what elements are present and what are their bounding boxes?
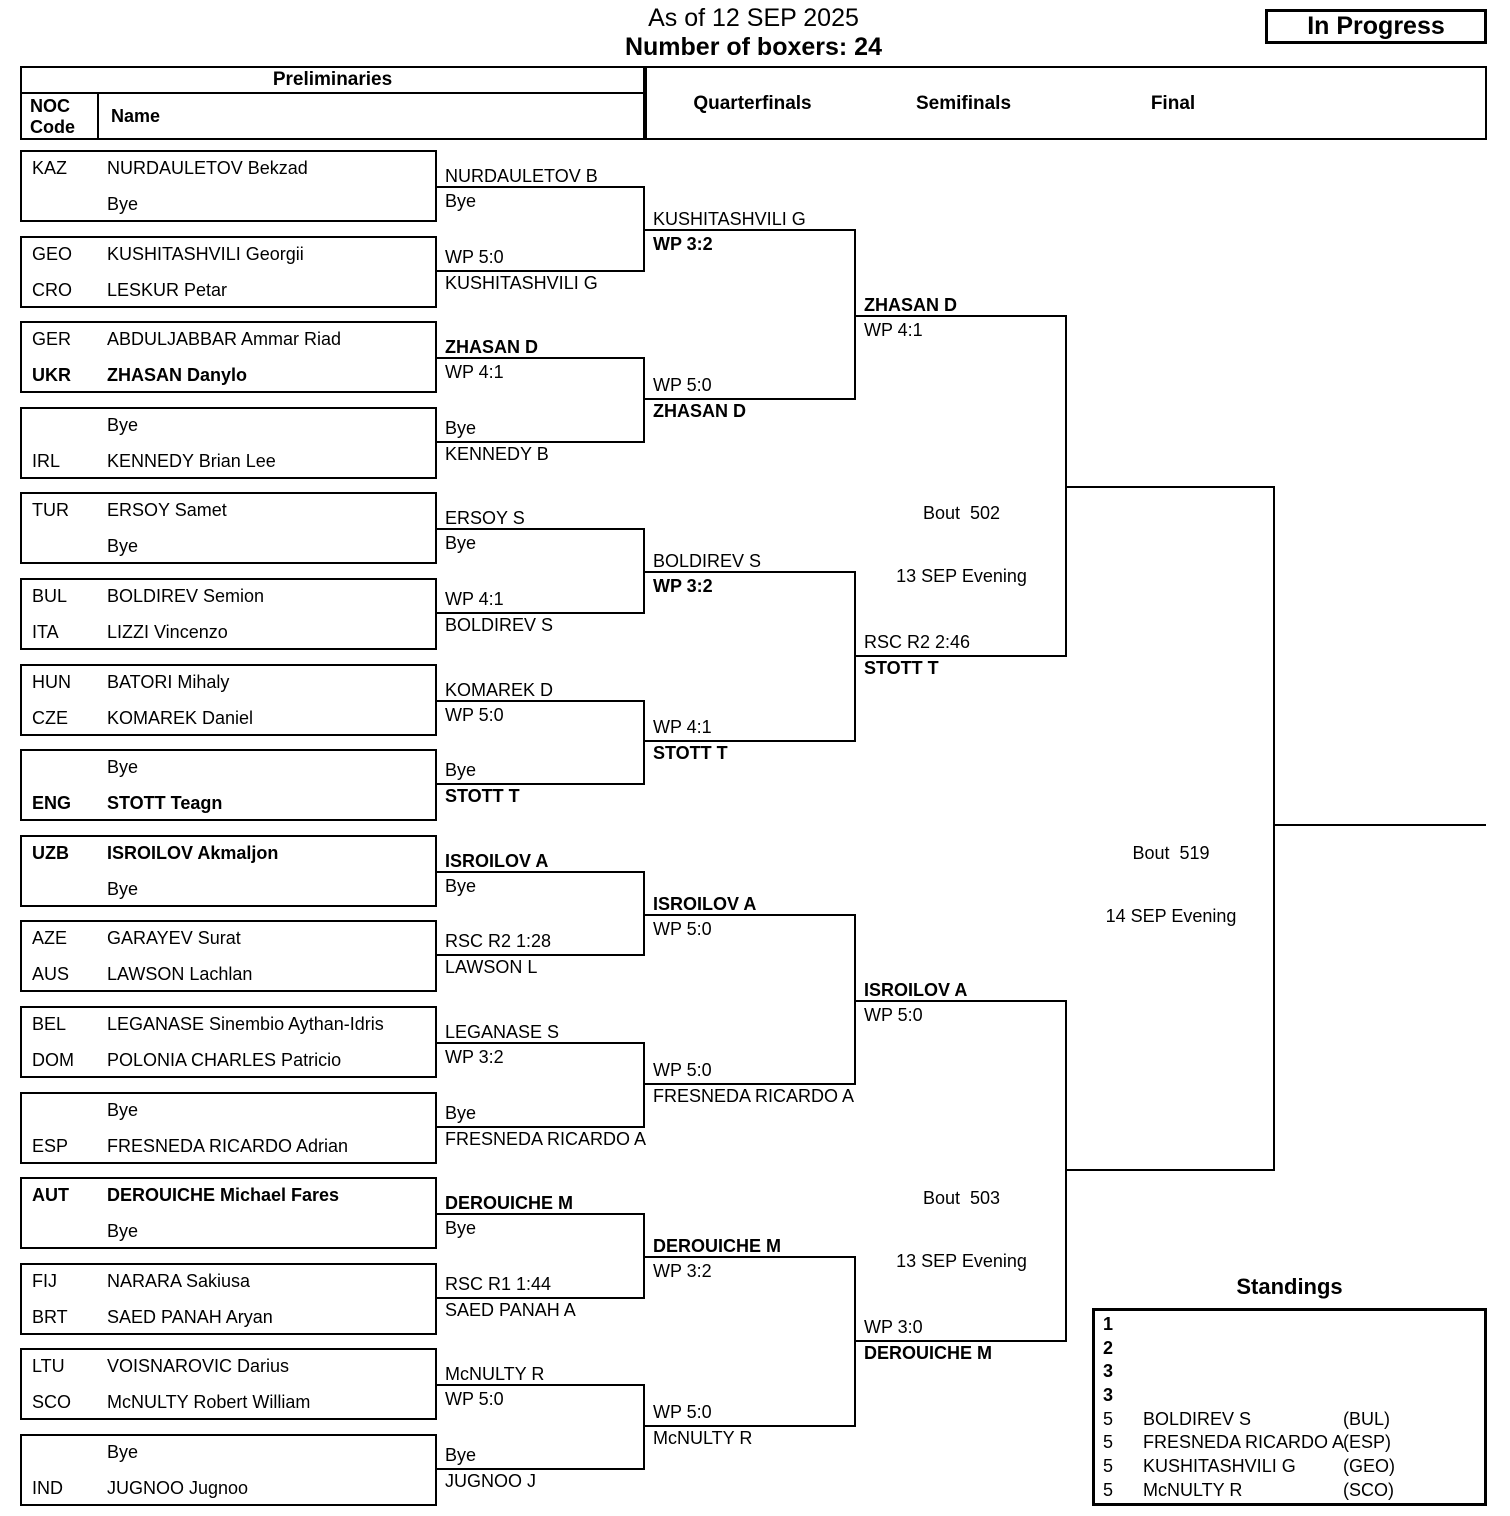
bout-result: Bye (445, 760, 477, 780)
prelim-pair (20, 1263, 437, 1335)
noc-code-column-header: NOC Code (22, 94, 99, 138)
bout-result: RSC R2 2:46 (864, 632, 971, 652)
prelim-pair (20, 1434, 437, 1506)
bout-result: WP 3:2 (653, 576, 713, 596)
advancer-name: ZHASAN D (653, 401, 746, 421)
boxer-noc: CZE (32, 708, 68, 728)
prelim-pair (20, 1348, 437, 1420)
boxer-name: DEROUICHE Michael Fares (107, 1185, 340, 1205)
advancer-name: ZHASAN D (445, 337, 538, 357)
advancer-name: KENNEDY B (445, 444, 549, 464)
standings-rank: 3 (1103, 1385, 1114, 1406)
bout-result: WP 5:0 (653, 375, 712, 395)
boxer-noc: BUL (32, 586, 68, 606)
prelim-pair (20, 578, 437, 650)
prelim-pair (20, 150, 437, 222)
boxer-name: Bye (107, 194, 139, 214)
boxer-name: KOMAREK Daniel (107, 708, 254, 728)
boxer-name: FRESNEDA RICARDO Adrian (107, 1136, 349, 1156)
boxer-name: Bye (107, 1221, 139, 1241)
bout-schedule: 13 SEP Evening (896, 566, 1027, 586)
bout-result: WP 3:0 (864, 1317, 923, 1337)
advancer-name: BOLDIREV S (445, 615, 554, 635)
name-column-header: Name (111, 105, 161, 126)
advancer-name: STOTT T (864, 658, 939, 678)
standings-row (1095, 1360, 1484, 1384)
standings-rank: 5 (1103, 1479, 1114, 1500)
bout-result: WP 4:1 (445, 589, 504, 609)
advancer-name: NURDAULETOV B (445, 166, 598, 186)
boxer-noc: FIJ (32, 1271, 57, 1291)
boxer-name: LESKUR Petar (107, 280, 228, 300)
prelim-pair (20, 407, 437, 479)
r16-match (437, 166, 645, 293)
bout-result: WP 5:0 (653, 919, 712, 939)
boxer-name: BATORI Mihaly (107, 672, 230, 692)
bout-result: Bye (445, 191, 477, 211)
semifinals-column-header: Semifinals (915, 93, 1012, 114)
bout-schedule: 14 SEP Evening (1105, 906, 1237, 926)
boxer-name: KUSHITASHVILI Georgii (107, 244, 304, 264)
boxer-noc: AUS (32, 964, 70, 984)
bout-result: Bye (445, 876, 477, 896)
advancer-name: LEGANASE S (445, 1022, 560, 1042)
boxer-name: KENNEDY Brian Lee (107, 451, 276, 471)
status-badge: In Progress (1265, 9, 1487, 44)
r16-match (437, 508, 645, 635)
boxer-name: ISROILOV Akmaljon (107, 843, 279, 863)
bout-result: WP 3:2 (445, 1047, 504, 1067)
boxer-noc: TUR (32, 500, 69, 520)
standings-row (1095, 1384, 1484, 1408)
boxer-name: ZHASAN Danylo (107, 365, 248, 385)
boxers-count: Number of boxers: 24 (624, 33, 882, 61)
boxer-noc: BEL (32, 1014, 67, 1034)
r16-match (437, 1364, 645, 1491)
standings-row (1095, 1431, 1484, 1455)
boxer-noc: AUT (32, 1185, 69, 1205)
bout-result: WP 5:0 (653, 1060, 712, 1080)
boxer-noc: IND (32, 1478, 63, 1498)
preliminaries-header (20, 66, 645, 140)
bout-number: Bout 519 (1132, 843, 1210, 863)
bout-result: WP 3:2 (653, 1261, 712, 1281)
boxer-name: POLONIA CHARLES Patricio (107, 1050, 342, 1070)
standings-row (1095, 1408, 1484, 1432)
boxer-name: BOLDIREV Semion (107, 586, 265, 606)
standings-name: FRESNEDA RICARDO A (1143, 1432, 1345, 1453)
standings-noc: (GEO) (1343, 1456, 1395, 1477)
bout-result: WP 4:1 (445, 362, 504, 382)
standings-table (1092, 1308, 1487, 1506)
advancer-name: STOTT T (653, 743, 728, 763)
boxer-noc: AZE (32, 928, 68, 948)
boxer-noc: BRT (32, 1307, 68, 1327)
boxer-noc: UKR (32, 365, 71, 385)
r16-match (437, 680, 645, 806)
boxer-name: LEGANASE Sinembio Aythan-Idris (107, 1014, 384, 1034)
bout-result: Bye (445, 418, 477, 438)
prelim-pair (20, 1006, 437, 1078)
advancer-name: ISROILOV A (445, 851, 549, 871)
boxer-name: NURDAULETOV Bekzad (107, 158, 308, 178)
bout-result: WP 4:1 (653, 717, 712, 737)
boxer-name: Bye (107, 1442, 139, 1462)
advancer-name: LAWSON L (445, 957, 538, 977)
boxer-noc: KAZ (32, 158, 68, 178)
standings-rank: 2 (1103, 1337, 1114, 1358)
bout-result: WP 5:0 (864, 1005, 923, 1025)
r16-match (437, 851, 645, 977)
prelim-pair (20, 835, 437, 907)
boxer-noc: ITA (32, 622, 59, 642)
bout-result: WP 5:0 (445, 1389, 504, 1409)
boxer-name: LIZZI Vincenzo (107, 622, 228, 642)
boxer-noc: DOM (32, 1050, 74, 1070)
standings-noc: (ESP) (1343, 1432, 1392, 1453)
advancer-name: STOTT T (445, 786, 520, 806)
advancer-name: McNULTY R (653, 1428, 753, 1448)
bout-result: WP 5:0 (653, 1402, 712, 1422)
standings-rank: 5 (1103, 1432, 1114, 1453)
boxer-name: JUGNOO Jugnoo (107, 1478, 249, 1498)
boxer-name: VOISNAROVIC Darius (107, 1356, 290, 1376)
boxer-noc: LTU (32, 1356, 65, 1376)
boxer-name: NARARA Sakiusa (107, 1271, 251, 1291)
bout-result: Bye (445, 1445, 477, 1465)
boxer-name: GARAYEV Surat (107, 928, 241, 948)
prelim-pair (20, 749, 437, 821)
bout-annotation (1067, 801, 1275, 969)
standings-row (1095, 1337, 1484, 1361)
standings-rank: 5 (1103, 1456, 1114, 1477)
bout-result: RSC R1 1:44 (445, 1274, 552, 1294)
advancer-name: BOLDIREV S (653, 551, 762, 571)
prelim-pair (20, 1092, 437, 1164)
advancer-name: JUGNOO J (445, 1471, 537, 1491)
prelim-pair (20, 664, 437, 736)
quarterfinals-column-header: Quarterfinals (693, 93, 812, 114)
advancer-name: KUSHITASHVILI G (445, 273, 598, 293)
advancer-name: DEROUICHE M (864, 1343, 993, 1363)
boxer-noc: GER (32, 329, 72, 349)
bout-result: Bye (445, 533, 477, 553)
bout-result: WP 5:0 (445, 705, 504, 725)
boxer-name: STOTT Teagn (107, 793, 223, 813)
standings-name: BOLDIREV S (1143, 1408, 1252, 1429)
standings-row (1095, 1479, 1484, 1503)
advancer-name: ISROILOV A (653, 894, 757, 914)
advancer-name: DEROUICHE M (445, 1193, 574, 1213)
boxer-noc: ESP (32, 1136, 69, 1156)
bout-number: Bout 502 (922, 503, 1001, 523)
prelim-pair (20, 321, 437, 393)
bout-result: WP 3:2 (653, 234, 713, 254)
boxer-name: ABDULJABBAR Ammar Riad (107, 329, 342, 349)
advancer-name: FRESNEDA RICARDO A (445, 1129, 647, 1149)
boxer-name: SAED PANAH Aryan (107, 1307, 273, 1327)
advancer-name: ERSOY S (445, 508, 525, 528)
advancer-name: KUSHITASHVILI G (653, 209, 806, 229)
boxer-name: Bye (107, 879, 139, 899)
bout-number: Bout 503 (922, 1188, 1001, 1208)
rounds-header (645, 66, 1487, 140)
bout-result: WP 4:1 (864, 320, 923, 340)
quarterfinal-match (645, 551, 856, 763)
as-of-date: As of 12 SEP 2025 (648, 4, 859, 32)
standings-noc: (SCO) (1343, 1479, 1394, 1500)
prelim-pair (20, 492, 437, 564)
r16-match (437, 1022, 647, 1149)
standings-noc: (BUL) (1343, 1408, 1391, 1429)
boxer-noc: CRO (32, 280, 72, 300)
prelim-pair (20, 1177, 437, 1249)
advancer-name: McNULTY R (445, 1364, 545, 1384)
standings-name: KUSHITASHVILI G (1143, 1456, 1296, 1477)
prelim-pair (20, 920, 437, 992)
standings-name: McNULTY R (1143, 1479, 1243, 1500)
boxer-name: Bye (107, 536, 139, 556)
boxer-noc: UZB (32, 843, 69, 863)
advancer-name: FRESNEDA RICARDO A (653, 1086, 855, 1106)
boxer-noc: GEO (32, 244, 73, 264)
bout-result: WP 5:0 (445, 247, 504, 267)
prelim-pair (20, 236, 437, 308)
bout-result: Bye (445, 1218, 477, 1238)
boxer-name: Bye (107, 415, 139, 435)
standings-title: Standings (1236, 1274, 1343, 1299)
advancer-name: DEROUICHE M (653, 1236, 782, 1256)
boxer-name: Bye (107, 1100, 139, 1120)
boxer-noc: SCO (32, 1392, 72, 1412)
boxer-name: McNULTY Robert William (107, 1392, 311, 1412)
r16-match (437, 337, 645, 464)
bout-schedule: 13 SEP Evening (896, 1251, 1027, 1271)
boxer-name: Bye (107, 757, 139, 777)
bout-result: Bye (445, 1103, 477, 1123)
boxer-noc: IRL (32, 451, 61, 471)
advancer-name: ISROILOV A (864, 980, 968, 1000)
standings-row (1095, 1455, 1484, 1479)
preliminaries-label: Preliminaries (22, 68, 643, 94)
standings-rank: 1 (1103, 1314, 1114, 1334)
boxer-noc: HUN (32, 672, 71, 692)
standings-rank: 3 (1103, 1361, 1114, 1382)
quarterfinal-match (645, 894, 856, 1106)
bout-annotation (856, 1146, 1067, 1314)
r16-match (437, 1193, 645, 1320)
boxer-name: LAWSON Lachlan (107, 964, 253, 984)
quarterfinal-match (645, 209, 856, 421)
bout-result: RSC R2 1:28 (445, 931, 552, 951)
champion-line (1275, 824, 1486, 826)
bout-annotation (856, 461, 1067, 629)
advancer-name: ZHASAN D (864, 295, 957, 315)
advancer-name: KOMAREK D (445, 680, 554, 700)
final-column-header: Final (1150, 93, 1196, 114)
advancer-name: SAED PANAH A (445, 1300, 576, 1320)
standings-rank: 5 (1103, 1408, 1114, 1429)
boxer-noc: ENG (32, 793, 72, 813)
standings-row (1095, 1313, 1484, 1337)
quarterfinal-match (645, 1236, 856, 1448)
boxer-name: ERSOY Samet (107, 500, 227, 520)
